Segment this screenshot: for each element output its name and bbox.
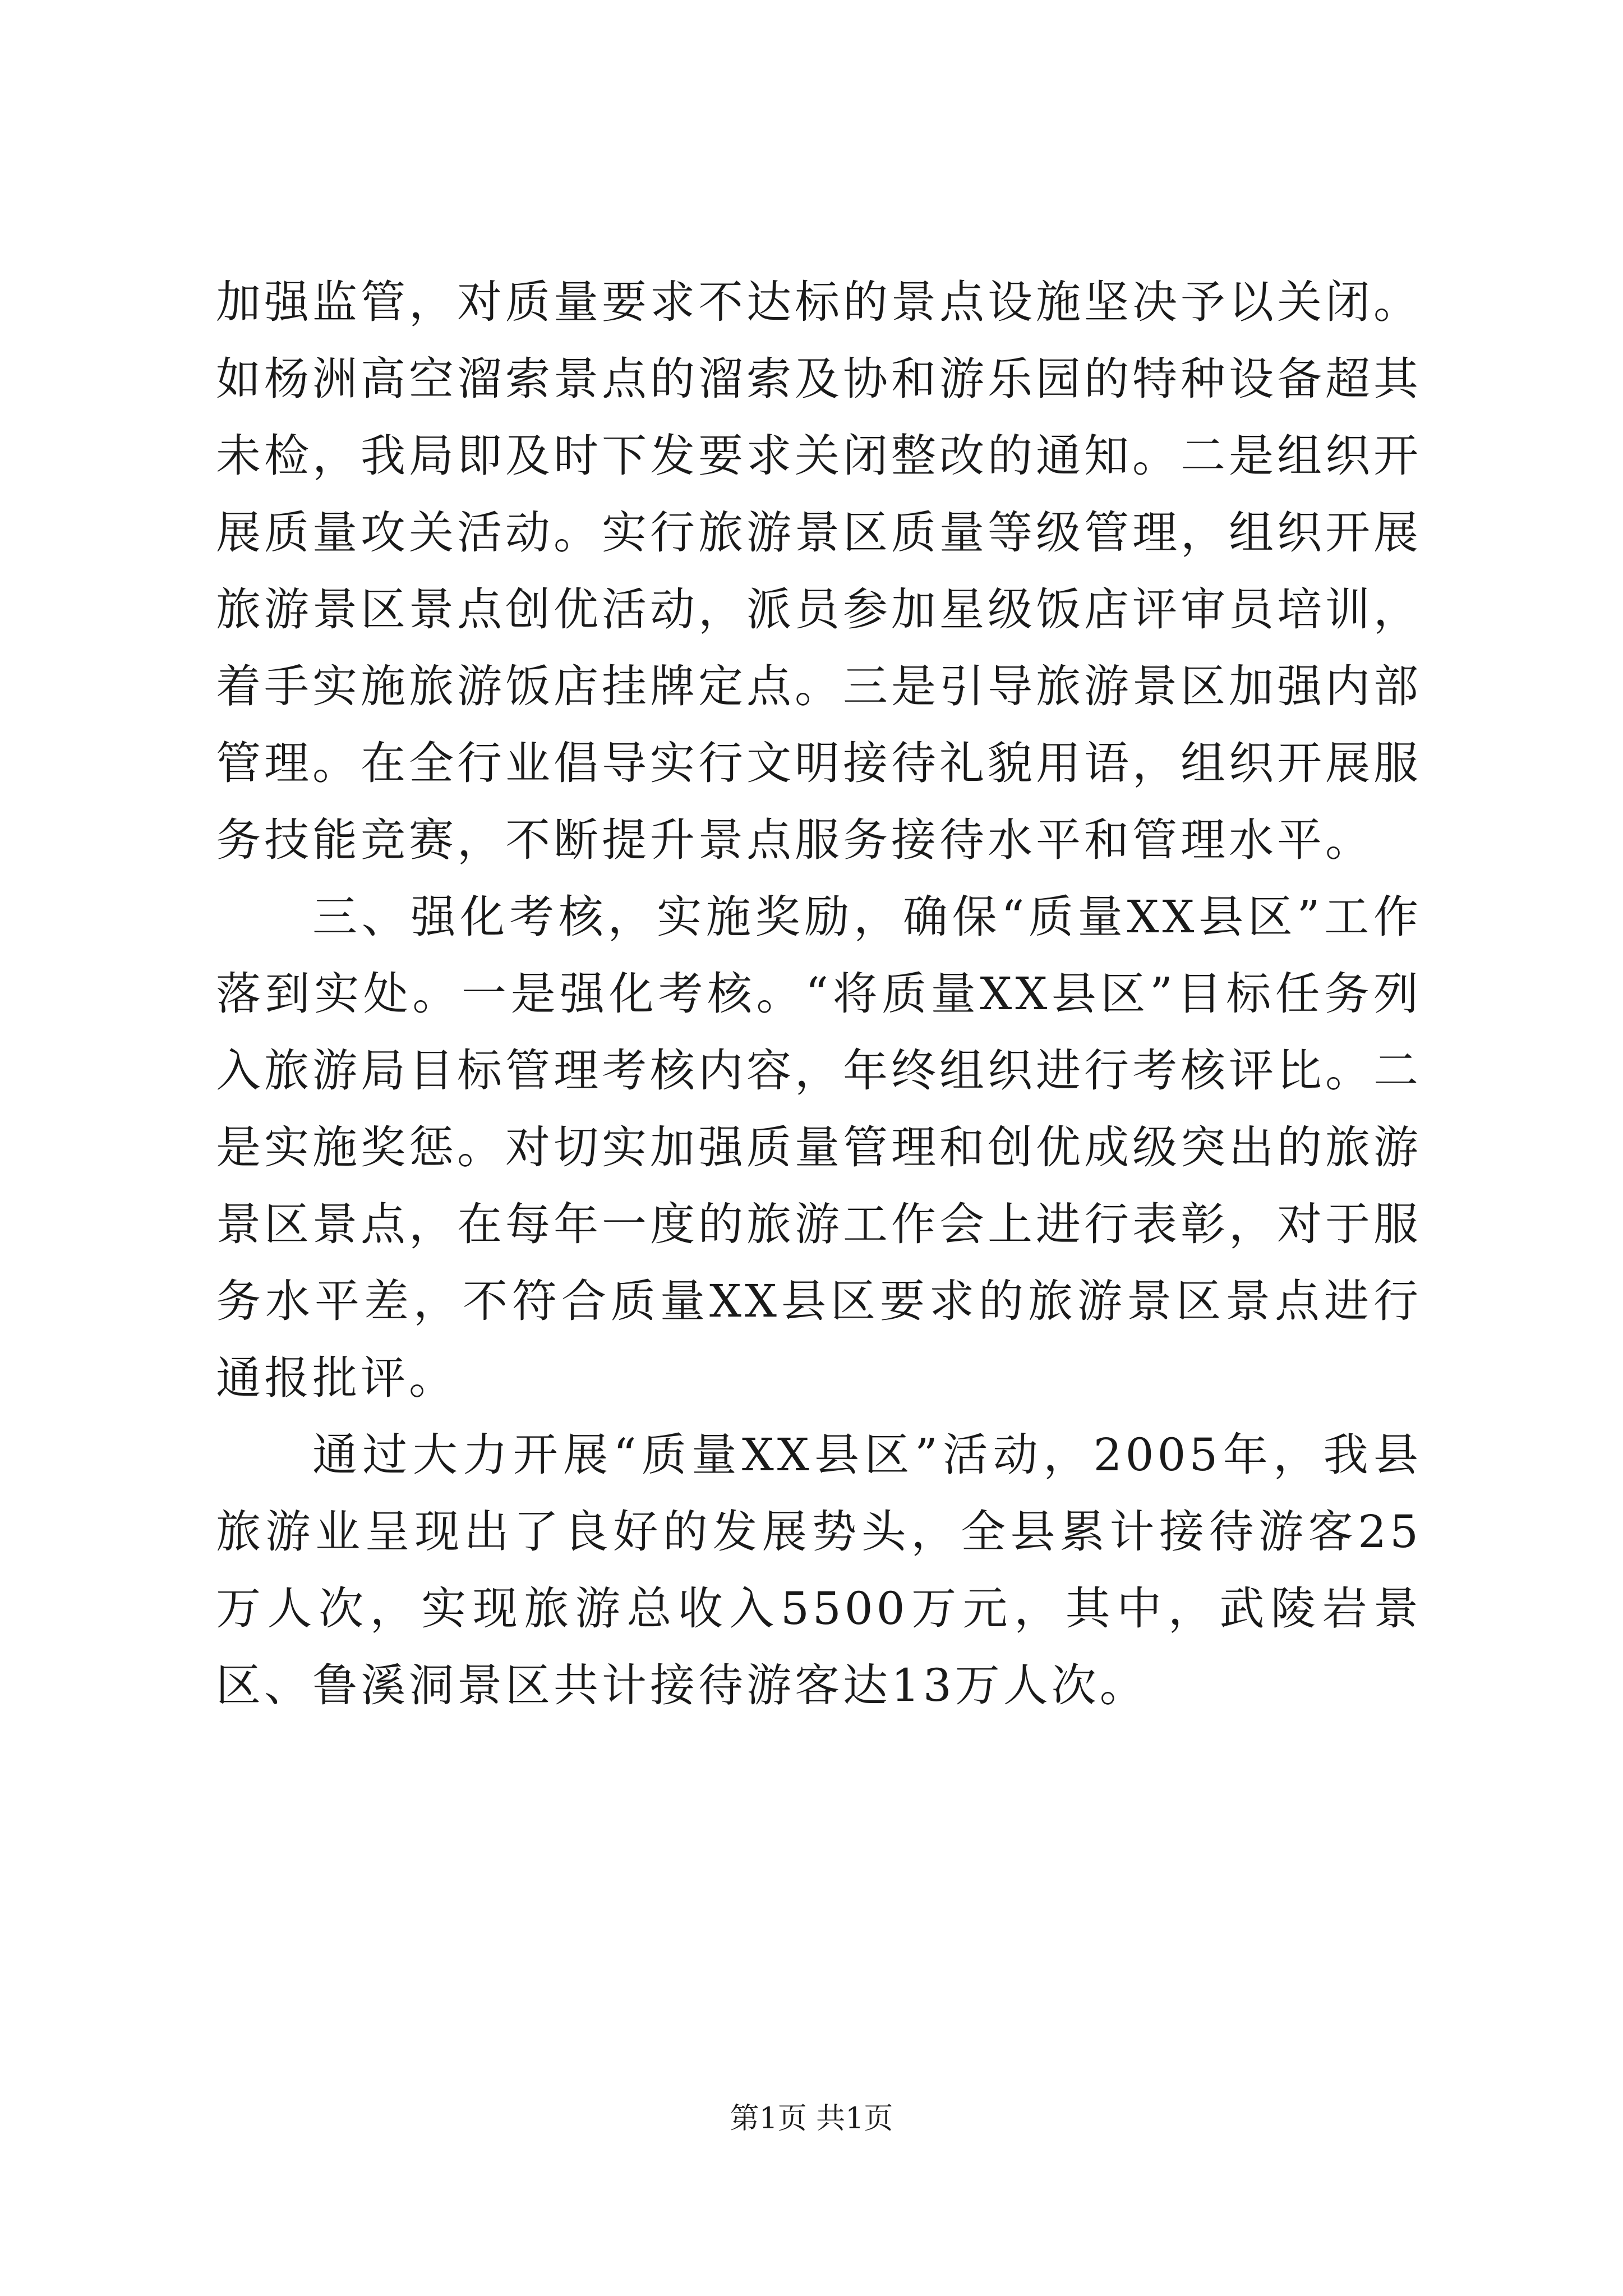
page-number-footer: 第1页 共1页: [730, 2102, 893, 2136]
paragraph-continued: 加强监管，对质量要求不达标的景点设施坚决予以关闭。如杨洲高空溜索景点的溜索及协和游乐园的特种设备超其未检，我局即及时下发要求关闭整改的通知。二是组织开展质量攻关活动。实行旅游景区质量等级管理，组织开展旅游景区景点创优活动，派员参加星级饭店评审员培训，着手实施旅游饭店挂牌定点。三是引导旅游景区加强内部管理。在全行业倡导实行文明接待礼貌用语，组织开展服务技能竞赛，不断提升景点服务接待水平和管理水平。: [216, 276, 1422, 866]
paragraph-section-three: 三、强化考核，实施奖励，确保“质量XX县区”工作落到实处。一是强化考核。“将质量XX县区”目标任务列入旅游局目标管理考核内容，年终组织进行考核评比。二是实施奖惩。对切实加强质量管理和创优成级突出的旅游景区景点，在每年一度的旅游工作会上进行表彰，对于服务水平差，不符合质量XX县区要求的旅游景区景点进行通报批评。: [216, 891, 1422, 1404]
paragraph-summary: 通过大力开展“质量XX县区”活动，2005年，我县旅游业呈现出了良好的发展势头，全县累计接待游客25万人次，实现旅游总收入5500万元，其中，武陵岩景区、鲁溪洞景区共计接待游客达13万人次。: [216, 1429, 1422, 1711]
document-body: [216, 264, 1422, 1724]
